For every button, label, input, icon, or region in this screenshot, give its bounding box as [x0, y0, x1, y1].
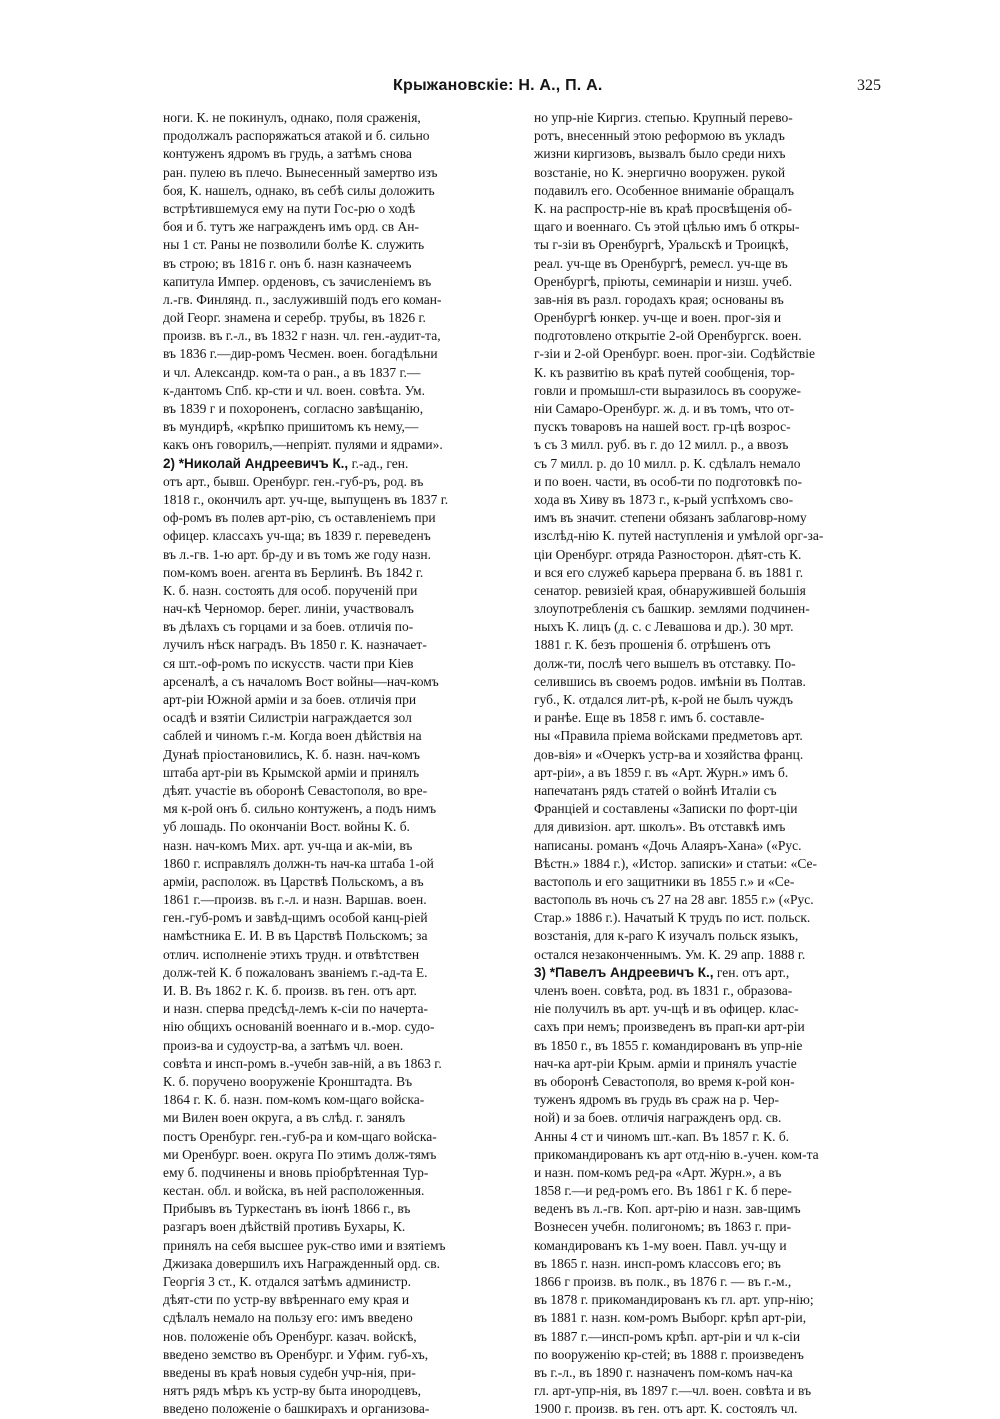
text-line: постъ Оренбург. ген.-губ-ра и ком-щаго войска-	[163, 1128, 437, 1144]
text-line: 1858 г.—и ред-ромъ его. Въ 1861 г К. б пере-	[534, 1183, 792, 1199]
text-line: 1860 г. исправлялъ должн-ть нач-ка штаба 1-ой	[163, 855, 434, 871]
text-line: Оренбургѣ, пріюты, семинаріи и низш. учеб.	[534, 273, 793, 289]
page-number: 325	[857, 77, 881, 94]
text-line: въ 1836 г.—дир-ромъ Чесмен. воен. богадѣльни	[163, 346, 438, 362]
text-line: возстаніе, но К. энергично вооружен. рукой	[534, 164, 786, 180]
text-line: сенатор. ревизіей края, обнаружившей большія	[534, 582, 806, 598]
text-line: какъ онъ говорилъ,—непріят. пулями и ядрами».	[163, 437, 443, 453]
text-line: назн. нач-комъ Мих. арт. уч-ща и ак-міи, въ	[163, 837, 413, 853]
text-line: въ 1878 г. прикомандированъ къ гл. арт. упр-нію;	[534, 1292, 814, 1308]
text-line: нов. положеніе объ Оренбург. казач. войскѣ,	[163, 1328, 417, 1344]
text-line: кестан. обл. и войска, въ ней расположенныя.	[163, 1183, 425, 1199]
text-line: ъ съ 3 милл. руб. въ г. до 12 милл. р., а ввозъ	[534, 437, 789, 453]
text-line: введено положеніе о башкирахъ и организова-	[163, 1401, 430, 1417]
text-line: вастополь и его защитники въ 1855 г.» и «Се-	[534, 873, 795, 889]
text-line: И. В. Въ 1862 г. К. б. произв. въ ген. отъ арт.	[163, 983, 417, 998]
text-line: принялъ на себя высшее рук-ство ими и взятіемъ	[163, 1237, 446, 1253]
text-line: долж-тей К. б пожалованъ званіемъ г.-ад-та Е.	[163, 964, 428, 980]
text-line: 1866 г произв. въ полк., въ 1876 г. — въ г.-м.,	[534, 1274, 792, 1289]
text-line: 1900 г. произв. въ ген. отъ арт. К. состоялъ чл.	[534, 1401, 798, 1417]
text-line: Анны 4 ст и чиномъ шт.-кап. Въ 1857 г. К. б.	[534, 1128, 790, 1144]
text-line: напечатанъ рядъ статей о войнѣ Италіи съ	[534, 782, 777, 798]
text-line: имъ въ значит. степени обязанъ заблаговр-ному	[534, 510, 807, 526]
text-line: отъ арт., бывш. Оренбург. ген.-губ-ръ, род. въ	[163, 473, 424, 489]
text-line: штаба арт-ріи въ Крымской арміи и принялъ	[163, 764, 420, 780]
text-line: 1861 г.—произв. въ г.-л. и назн. Варшав. воен.	[163, 892, 427, 908]
text-line: совѣта и инсп-ромъ в.-учебн зав-ній, а въ 1863 г.	[163, 1055, 442, 1071]
text-line: К. къ развитію въ краѣ путей сообщенія, тор-	[534, 364, 795, 380]
text-line: намѣстника Е. И. В въ Царствѣ Польскомъ; за	[163, 928, 428, 944]
text-line: и чл. Александр. ком-та о ран., а въ 1837 г.—	[163, 364, 421, 380]
text-line: нію общихъ основаній военнаго и в.-мор. судо-	[163, 1019, 435, 1035]
text-line: хода въ Хиву въ 1873 г., к-рый успѣхомъ сво-	[534, 491, 794, 507]
text-line: подавилъ его. Особенное вниманіе обращалъ	[534, 182, 794, 198]
text-line: сдѣлалъ немало на пользу его: имъ введено	[163, 1310, 413, 1326]
text-line: ныхъ К. лицъ (д. с. с Левашова и др.). 30 мрт.	[534, 619, 794, 635]
text-line: и ранѣе. Еще въ 1858 г. имъ б. составле-	[534, 710, 765, 726]
text-line: пом-комъ воен. агента въ Берлинѣ. Въ 1842 г.	[163, 564, 424, 580]
text-line: пускъ товаровъ на нашей вост. гр-цѣ возрос-	[534, 419, 791, 435]
text-line: арт-ріи», а въ 1859 г. въ «Арт. Журн.» имъ б.	[534, 764, 789, 780]
text-line: встрѣтившемуся ему на пути Гос-рю о ходѣ	[163, 200, 416, 216]
text-line: подготовлено открытіе 2-ой Оренбургск. воен.	[534, 328, 802, 344]
text-line: введено земство въ Оренбург. и Уфим. губ-хъ,	[163, 1346, 429, 1362]
text-line: и назн. пом-комъ ред-ра «Арт. Журн.», а въ	[534, 1164, 782, 1180]
text-line: веденъ въ л.-гв. Коп. арт-рію и назн. зав-щимъ	[534, 1201, 801, 1217]
text-line: и вся его служеб карьера прервана б. въ 1881 г.	[534, 564, 804, 580]
text-line: членъ воен. совѣта, род. въ 1831 г., образова-	[534, 983, 793, 998]
text-line: Стар.» 1886 г.). Начатый К трудъ по ист. польск.	[534, 910, 811, 926]
text-line: ніи Самаро-Оренбург. ж. д. и въ томъ, что от-	[534, 401, 795, 416]
text-line: реал. уч-ще въ Оренбургѣ, ремесл. уч-ще въ	[534, 255, 788, 271]
text-line: въ оборонѣ Севастополя, во время к-рой кон-	[534, 1073, 795, 1089]
text-column-left	[163, 109, 503, 1419]
text-line: долж-ти, послѣ чего вышелъ въ отставку. По-	[534, 655, 796, 671]
entry-heading: 3) *Павелъ Андреевичъ К.,	[534, 964, 714, 980]
text-line: капитула Импер. орденовъ, съ зачисленіемъ въ	[163, 273, 432, 289]
text-line: въ г.-л., въ 1890 г. назначенъ пом-комъ нач-ка	[534, 1364, 793, 1380]
text-line: л.-гв. Финлянд. п., заслужившій подъ его коман-	[163, 291, 442, 307]
text-line: ны 1 ст. Раны не позволили болѣе К. служить	[163, 237, 425, 253]
text-line: дой Георг. знамена и серебр. трубы, въ 1826 г.	[163, 310, 426, 326]
text-line: ся шт.-оф-ромъ по искусств. части при Кіев	[163, 655, 414, 671]
running-head	[163, 77, 881, 101]
text-line: Оренбургѣ юнкер. уч-ще и воен. прог-зія и	[534, 310, 782, 326]
text-line: офицер. классахъ уч-ща; въ 1839 г. переведенъ	[163, 528, 431, 544]
text-line: говли и промышл-сти выразилось въ сооруже-	[534, 382, 802, 398]
text-line: ми Оренбург. воен. округа По этимъ долж-тямъ	[163, 1146, 437, 1162]
text-line: зав-нія въ разл. городахъ края; основаны въ	[534, 291, 784, 307]
text-line: Георгія 3 ст., К. отдался затѣмъ администр.	[163, 1274, 411, 1289]
text-line: написаны. романъ «Дочь Алаяръ-Хана» («Рус.	[534, 837, 802, 853]
text-line: нятъ рядъ мѣръ къ устр-ву быта инородцевъ,	[163, 1383, 422, 1399]
text-line: дѣят-сти по устр-ву ввѣреннаго ему края и	[163, 1292, 410, 1308]
text-line: въ 1850 г., въ 1855 г. командированъ въ упр-ніе	[534, 1037, 803, 1053]
text-column-right	[534, 109, 874, 1419]
text-line: въ 1865 г. назн. инсп-ромъ классовъ его; въ	[534, 1255, 781, 1271]
text-line: Дунаѣ пріостановились, К. б. назн. нач-комъ	[163, 746, 420, 762]
text-line: туженъ ядромъ въ грудь въ сраж на р. Чер-	[534, 1092, 779, 1108]
text-line: ноги. К. не покинулъ, однако, поля сраженія,	[163, 110, 421, 125]
text-line: ми Вилен воен округа, а въ слѣд. г. занялъ	[163, 1110, 406, 1126]
text-line: ны «Правила пріема войсками предметовъ арт.	[534, 728, 803, 744]
text-line: и по воен. части, въ особ-ти по подготовкѣ по-	[534, 473, 803, 489]
text-line: селившись въ своемъ родов. имѣніи въ Полтав.	[534, 673, 806, 689]
text-line: ты г-зіи въ Оренбургѣ, Уральскѣ и Троицкѣ,	[534, 237, 789, 253]
text-line: г-зіи и 2-ой Оренбург. воен. прог-зіи. Содѣйствіе	[534, 346, 816, 362]
text-line: продолжалъ распоряжаться атакой и б. сильно	[163, 128, 430, 144]
text-line: Вѣстн.» 1884 г.), «Истор. записки» и статьи: «Се-	[534, 855, 818, 871]
text-line: произ-ва и судоустр-ва, а затѣмъ чл. воен.	[163, 1037, 404, 1053]
text-line: ной) и за боев. отличія награжденъ орд. св.	[534, 1110, 782, 1126]
text-line: вастополь въ ночь съ 27 на 28 авг. 1855 г.» («Рус.	[534, 892, 814, 908]
text-line: Франціей и составлены «Записки по форт-ціи	[534, 801, 798, 817]
text-line: и назн. сперва предсѣд-лемъ к-сіи по начерта-	[163, 1001, 428, 1017]
text-line: оф-ромъ въ полев арт-рію, съ оставленіемъ при	[163, 510, 436, 526]
text-line: злоупотребленія съ башкир. землями подчинен-	[534, 601, 810, 617]
text-line: введены въ краѣ новыя судебн учр-нія, при-	[163, 1364, 416, 1380]
text-line: произв. въ г.-л., въ 1832 г назн. чл. ген.-аудит-та,	[163, 328, 441, 344]
text-line: арміи, располож. въ Царствѣ Польскомъ, а въ	[163, 873, 424, 889]
text-line: въ 1839 г и похороненъ, согласно завѣщанію,	[163, 401, 424, 416]
text-line: 1864 г. К. б. назн. пом-комъ ком-щаго войска-	[163, 1092, 425, 1108]
text-line: возстанія, для к-раго К изучалъ польск языкъ,	[534, 928, 799, 944]
text-line: ціи Оренбург. отряда Разносторон. дѣят-сть К.	[534, 546, 802, 562]
text-line: К. б. поручено вооруженіе Кронштадта. Въ	[163, 1073, 413, 1089]
text-line: разгаръ воен дѣйствій противъ Бухары, К.	[163, 1219, 406, 1235]
text-line: лучилъ нѣск наградъ. Въ 1850 г. К. назначает-	[163, 637, 427, 653]
text-line: Джизака довершилъ ихъ Награжденный орд. св.	[163, 1255, 441, 1271]
text-line: дов-вія» и «Очеркъ устр-ва и хозяйства франц.	[534, 746, 804, 762]
text-line: сахъ при немъ; произведенъ въ прап-ки арт-ріи	[534, 1019, 805, 1035]
text-line: нач-кѣ Черномор. берег. линіи, участвовалъ	[163, 601, 414, 617]
text-line: съ 7 милл. р. до 10 милл. р. К. сдѣлалъ немало	[534, 455, 801, 471]
text-line: въ строю; въ 1816 г. онъ б. назн казначеемъ	[163, 255, 412, 271]
text-line: 1881 г. К. безъ прошенія б. отрѣшенъ отъ	[534, 637, 771, 653]
text-line: арсеналѣ, а съ началомъ Вост войны—нач-комъ	[163, 673, 439, 689]
text-line: губ., К. отдался лит-рѣ, к-рой не былъ чуждъ	[534, 692, 793, 707]
text-line: к-дантомъ Спб. кр-сти и чл. воен. совѣта. Ум.	[163, 382, 425, 398]
text-line: прикомандированъ къ арт отд-нію в.-учен. ком-та	[534, 1146, 819, 1162]
text-line: въ 1887 г.—инсп-ромъ крѣп. арт-ріи и чл к-сіи	[534, 1328, 801, 1344]
text-line: боя, К. нашелъ, однако, въ себѣ силы доложить	[163, 182, 435, 198]
text-line: арт-ріи Южной арміи и за боев. отличія при	[163, 692, 417, 707]
text-line: мя к-рой онъ б. сильно контуженъ, а подъ нимъ	[163, 801, 437, 817]
text-line: нач-ка арт-ріи Крым. арміи и принялъ участіе	[534, 1055, 797, 1071]
text-line: жизни киргизовъ, вызвалъ было среди нихъ	[534, 146, 786, 162]
text-line: ран. пулею въ плечо. Вынесенный замертво изъ	[163, 164, 438, 180]
text-line: въ л.-гв. 1-ю арт. бр-ду и въ томъ же году назн.	[163, 546, 432, 562]
text-line: дѣят. участіе въ оборонѣ Севастополя, во вре-	[163, 782, 428, 798]
text-line: въ мундирѣ, «крѣпко пришитомъ къ нему,—	[163, 419, 419, 435]
text-line: уб лошадь. По окончаніи Вост. войны К. б.	[163, 819, 410, 835]
text-line: командированъ къ 1-му воен. Павл. уч-щу и	[534, 1237, 787, 1253]
text-line: ротъ, внесенный этою реформою въ укладъ	[534, 128, 785, 144]
page-header-title: Крыжановскіе: Н. А., П. А.	[393, 77, 603, 94]
text-line: въ 1881 г. назн. ком-ромъ Выборг. крѣп арт-ріи,	[534, 1310, 807, 1326]
entry-heading: 2) *Николай Андреевичъ К.,	[163, 455, 349, 471]
text-line: боя и б. тутъ же награжденъ имъ орд. св Ан-	[163, 219, 419, 235]
text-line: контуженъ ядромъ въ грудь, а затѣмъ снова	[163, 146, 412, 162]
text-line: по вооруженію кр-стей; въ 1888 г. произведенъ	[534, 1346, 804, 1362]
text-line: К. б. назн. состоять для особ. порученій при	[163, 582, 418, 598]
text-line: щаго и военнаго. Съ этой цѣлью имъ б откры-	[534, 219, 800, 235]
text-line: осадѣ и взятіи Силистріи награждается зол	[163, 710, 412, 726]
text-line: 3) *Павелъ Андреевичъ К., ген. отъ арт.,	[534, 964, 790, 980]
text-line: гл. арт-упр-нія, въ 1897 г.—чл. воен. совѣта и въ	[534, 1383, 812, 1399]
text-line: отлич. исполненіе этихъ трудн. и отвѣтствен	[163, 946, 420, 962]
text-line: саблей и чиномъ г.-м. Когда воен дѣйствія на	[163, 728, 422, 744]
text-line: ген.-губ-ромъ и завѣд-щимъ особой канц-ріей	[163, 910, 428, 926]
text-line: изслѣд-нію К. путей наступленія и умѣлой орг-за-	[534, 528, 824, 544]
text-line: К. на распростр-ніе въ краѣ просвѣщенія об-	[534, 200, 793, 216]
text-line: Прибывъ въ Туркестанъ въ іюнѣ 1866 г., въ	[163, 1201, 411, 1217]
text-line: ніе получилъ въ арт. уч-щѣ и въ офицер. клас-	[534, 1001, 799, 1017]
text-line: 1818 г., окончилъ арт. уч-ще, выпущенъ въ 1837 г.	[163, 491, 449, 507]
text-line: 2) *Николай Андреевичъ К., г.-ад., ген.	[163, 455, 409, 471]
text-line: Вознесен учебн. полигономъ; въ 1863 г. при-	[534, 1219, 792, 1235]
text-line: остался незаконченнымъ. Ум. К. 29 апр. 1888 г.	[534, 946, 806, 962]
text-line: въ дѣлахъ съ горцами и за боев. отличія по-	[163, 619, 414, 635]
text-line: но упр-ніе Киргиз. степью. Крупный перево-	[534, 110, 793, 125]
text-line: ему б. подчинены и вновь пріобрѣтенная Тур-	[163, 1164, 429, 1180]
text-line: для дивизіон. арт. школъ». Въ отставкѣ имъ	[534, 819, 786, 835]
